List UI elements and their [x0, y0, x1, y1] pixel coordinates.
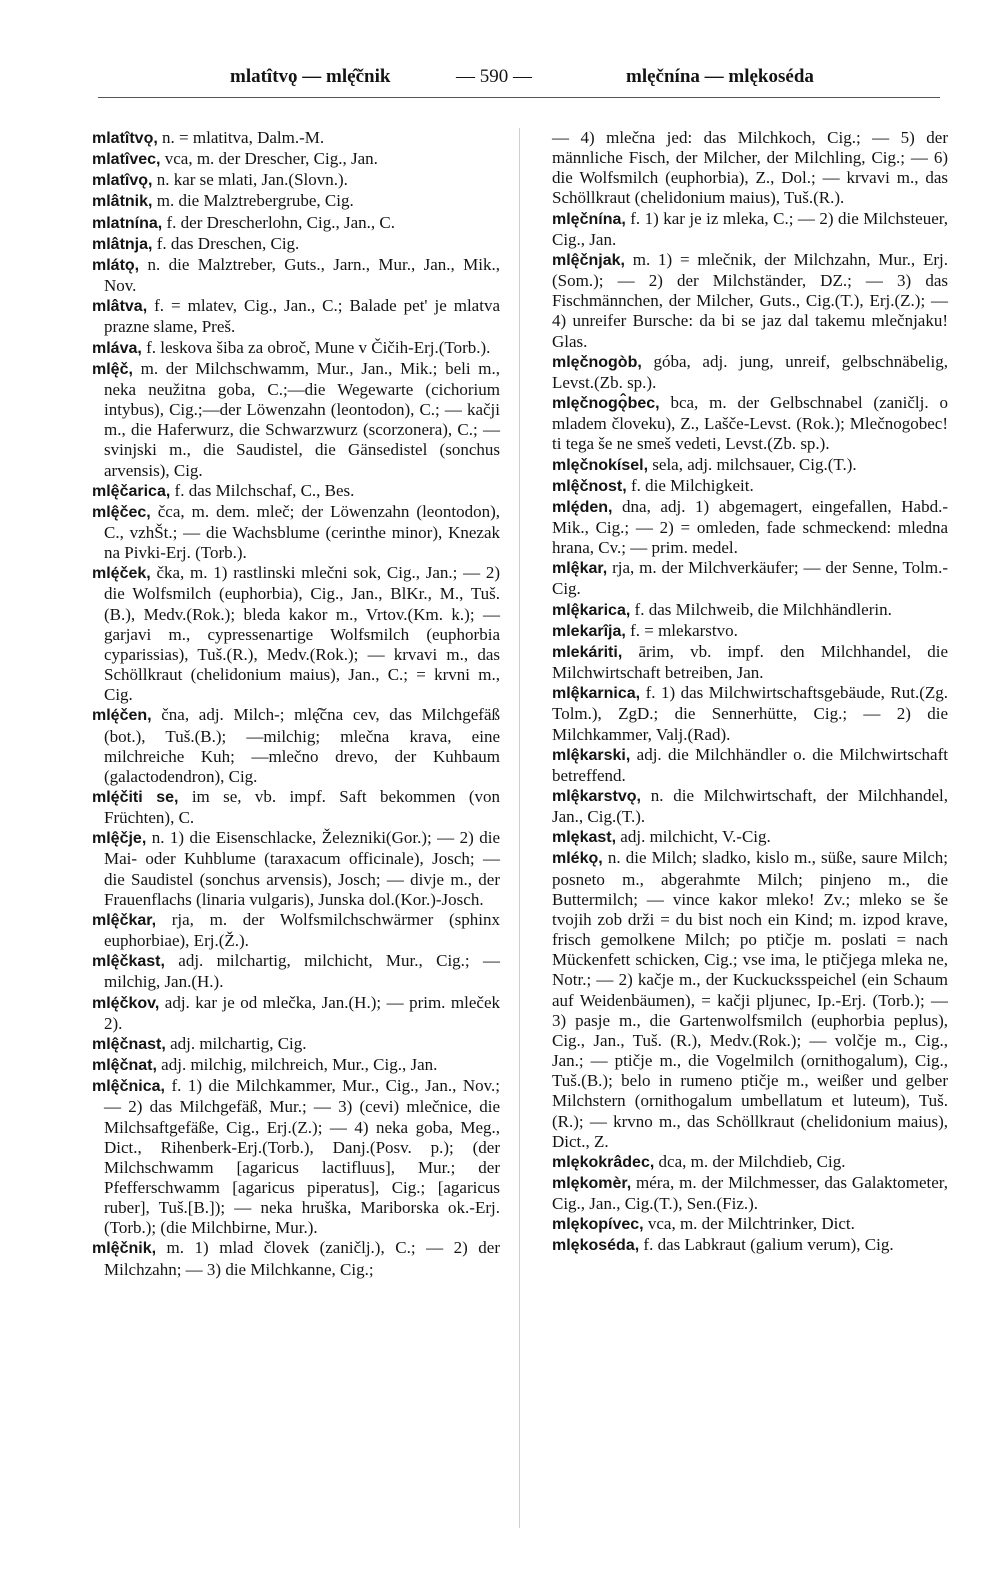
entry-definition: n. die Milch; sladko, kislo m., süße, saure Milch; posneto m., abgerahmte Milch; pinjeno m., die Buttermilch; — vince kakor mleko! Zv.; mleko se še tvojih zob drži = du bist noch ein Kind; m. izpod krave, frisch gemolkene Milch; po ptičje m. poslati = nach Mückenfett schicken, Cig.; vse ima, le ptičjega mleka ne, Notr.; — 2) kačje m., der Kuckucksspeichel (ein Schaum auf Weidenbäumen), = kačji pljunec, Ip.-Erj. (Torb.); — 3) pasje m., die Gartenwolfsmilch (euphorbia peplus), Cig., Jan., Tuš. (R.), Medv.(Rok.); — volčje m., Cig., Jan.; — ptičje m., die Vogelmilch (ornithogalum), Cig., Tuš.(B.); belo in rumeno ptičje m., weißer und gelber Milchstern (ornithogalum umbellatum et luteum), Tuš.(R.); — krvno m., das Schöllkraut (chelidonium maius), Dict., Z.: [552, 848, 948, 1151]
dictionary-entry: [92, 234, 500, 255]
dictionary-entry: [540, 786, 948, 827]
entry-definition: m. 1) = mlečnik, der Milchzahn, Mur., Erj.(Som.); — 2) der Milchständer, DZ.; — 3) das Fischmännchen, der Milcher, Guts., Cig.(T.), Erj.(Z.); — 4) unreifer Bursche: da bi se jaz dal takemu mlečnjaku! Glas.: [552, 249, 948, 351]
entry-definition: dna, adj. 1) abgemagert, eingefallen, Habd.-Mik., Cig.; — 2) = omleden, fade schmeckend: mledna hrana, Cv.; — prim. medel.: [552, 496, 948, 558]
dictionary-entry: [540, 250, 948, 352]
entry-definition: f. 1) die Milchkammer, Mur., Cig., Jan., Nov.; — 2) das Milchgefäß, Mur.; — 3) (cevi) mlečnice, die Milchsaftgefäße, Cig., Erj.(Z.); — 4) neka goba, Meg., Dict., Rihenberk-Erj.(Torb.), Danj.(Posv. p.); (der Milchschwamm [agaricus lactifluus], Mur.; der Pfefferschwamm [agaricus piperatus], Cig.; [agaricus ruber], Tuš.[B.]); — neka hruška, Mariborska ok.-Erj.(Torb.); (die Milchbirne, Mur.).: [104, 1076, 500, 1238]
entry-definition: adj. milchicht, V.-Cig.: [616, 827, 771, 847]
dictionary-entry: [92, 1055, 500, 1076]
entry-headword: mlę̂kar,: [552, 560, 608, 578]
entry-definition: adj. milchig, milchreich, Mur., Cig., Jan.: [156, 1055, 438, 1075]
entry-definition: f. das Milchweib, die Milchhändlerin.: [630, 599, 892, 619]
entry-definition: čna, adj. Milch-; mlę̂čna cev, das Milchgefäß (bot.), Tuš.(B.); —milchig; mlečna krava, eine milchreiche Kuh; —mlečno drevo, der Kuhbaum (galactodendron), Cig.: [104, 705, 500, 786]
entry-definition: dca, m. der Milchdieb, Cig.: [654, 1151, 846, 1171]
entry-headword: mlękast,: [552, 829, 617, 847]
entry-headword: mlekarîja,: [552, 622, 626, 640]
entry-headword: mlę́ček,: [92, 565, 151, 583]
dictionary-entry: [92, 1034, 500, 1055]
dictionary-entry: [92, 828, 500, 910]
dictionary-entry: [92, 787, 500, 828]
entry-definition: sela, adj. milchsauer, Cig.(T.).: [648, 454, 857, 474]
dictionary-entry: [92, 149, 500, 170]
entry-headword: mláva,: [92, 339, 142, 357]
dictionary-entry: [92, 255, 500, 296]
entry-headword: mlę̂čnost,: [552, 477, 627, 495]
entry-headword: mlę́den,: [552, 498, 613, 516]
dictionary-entry: [540, 352, 948, 393]
dictionary-entry: [540, 128, 948, 209]
dictionary-entry: [540, 209, 948, 250]
entry-headword: mlękopívec,: [552, 1216, 644, 1234]
entry-headword: mlatîvǫ,: [92, 172, 153, 190]
dictionary-entry: [540, 600, 948, 621]
entry-headword: mlęčnogǫ̂bec,: [552, 395, 660, 413]
entry-headword: mlatîtvǫ,: [92, 130, 158, 147]
entry-definition: góba, adj. jung, unreif, gelbschnäbelig, Levst.(Zb. sp.).: [552, 351, 948, 392]
entry-headword: mlę́čen,: [92, 707, 152, 725]
entry-definition: adj. die Milchhändler o. die Milchwirtschaft betreffend.: [552, 744, 948, 785]
dictionary-entry: [540, 1173, 948, 1214]
column-divider: [519, 128, 520, 1528]
dictionary-entry: [92, 1238, 500, 1279]
dictionary-entry: [92, 191, 500, 212]
entry-headword: mlę̂karstvǫ,: [552, 788, 641, 805]
dictionary-entry: [540, 848, 948, 1151]
entry-definition: f. das Dreschen, Cig.: [152, 233, 300, 253]
dictionary-entry: [92, 213, 500, 234]
dictionary-entry: [92, 296, 500, 337]
entry-definition: bca, m. der Gelbschnabel (zaničlj. o mladem človeku), Z., Lašče-Levst. (Rok.); Mlečnogobec! ti tega še ne smeš vedeti, Levst.(Zb. sp.).: [552, 393, 948, 454]
entry-definition: f. leskova šiba za obroč, Mune v Čičih-Erj.(Torb.).: [141, 337, 491, 357]
entry-definition: n. die Milchwirtschaft, der Milchhandel, Jan., Cig.(T.).: [552, 786, 948, 827]
entry-definition: vca, m. der Milchtrinker, Dict.: [643, 1214, 855, 1234]
left-column: [92, 128, 500, 1280]
entry-headword: mlękomèr,: [552, 1174, 632, 1192]
entry-definition: ārim, vb. impf. den Milchhandel, die Milchwirtschaft betreiben, Jan.: [552, 641, 948, 683]
dictionary-entry: [92, 481, 500, 502]
header-rule: [98, 97, 940, 98]
dictionary-entry: [92, 993, 500, 1034]
entry-headword: mlę̂čnat,: [92, 1057, 157, 1075]
entry-definition: méra, m. der Milchmesser, das Galaktometer, Cig., Jan., Cig.(T.), Sen.(Fiz.).: [552, 1172, 948, 1214]
entry-headword: mlâtva,: [92, 298, 148, 316]
entry-headword: mlę̂čnica,: [92, 1078, 165, 1096]
dictionary-entry: [92, 563, 500, 705]
entry-headword: mlę̂čarica,: [92, 482, 171, 500]
entry-definition: m. der Milchschwamm, Mur., Jan., Mik.; beli m., neka neužitna goba, C.;—die Wegewarte (cichorium intybus), Cig.;—der Löwenzahn (leontodon), C.; — kačji m., die Haferwurz, die Schwarzwurz (scorzonera), C.; — svinjski m., die Saudistel, die Gänsedistel (sonchus arvensis), Cig.: [104, 358, 500, 480]
header-right-guideword: mlęčnína — mlękoséda: [626, 66, 814, 87]
dictionary-entry: [92, 910, 500, 951]
entry-headword: mlatnína,: [92, 214, 163, 232]
dictionary-entry: [540, 455, 948, 476]
entry-definition: f. das Milchschaf, C., Bes.: [170, 480, 355, 500]
entry-definition: f. = mlekarstvo.: [625, 620, 738, 640]
dictionary-entry: [540, 393, 948, 454]
entry-definition: n. = mlatitva, Dalm.-M.: [157, 128, 325, 147]
dictionary-entry: [540, 476, 948, 497]
entry-definition: vca, m. der Drescher, Cig., Jan.: [160, 149, 378, 169]
entry-headword: mlę̂čkar,: [92, 911, 157, 929]
entry-definition: m. die Malztrebergrube, Cig.: [152, 191, 354, 211]
entry-headword: mlę̂čnik,: [92, 1240, 157, 1258]
dictionary-entry: [540, 683, 948, 744]
entry-headword: mlękoséda,: [552, 1237, 640, 1255]
entry-headword: mlę̂čnjak,: [552, 251, 625, 269]
dictionary-entry: [540, 558, 948, 599]
entry-definition: adj. milchartig, Cig.: [165, 1033, 307, 1053]
dictionary-entry: [92, 359, 500, 481]
entry-headword: mlę̂čec,: [92, 503, 151, 521]
entry-definition: čca, m. dem. mleč; der Löwenzahn (leontodon), C., vzhŠt.; — die Wachsblume (cerinthe minor), Knezak na Pivki-Erj. (Torb.).: [104, 501, 500, 563]
dictionary-entry: [540, 745, 948, 786]
entry-definition: adj. milchartig, milchicht, Mur., Cig.; — milchig, Jan.(H.).: [104, 951, 500, 992]
entry-headword: mlekáriti,: [552, 643, 623, 661]
entry-headword: mlę̂čje,: [92, 830, 147, 848]
dictionary-entry: [540, 497, 948, 558]
entry-definition: f. 1) kar je iz mleka, C.; — 2) die Milchsteuer, Cig., Jan.: [552, 208, 948, 249]
dictionary-entry: [540, 1235, 948, 1256]
running-header: [0, 66, 1000, 96]
entry-headword: mlę́čiti se,: [92, 789, 179, 806]
entry-definition: im se, vb. impf. Saft bekommen (von Früchten), C.: [104, 787, 500, 828]
entry-definition: adj. kar je od mlečka, Jan.(H.); — prim. mleček 2).: [104, 992, 500, 1033]
entry-definition: f. das Labkraut (galium verum), Cig.: [639, 1235, 894, 1255]
dictionary-entry: [92, 1076, 500, 1238]
entry-headword: mlę̂čnast,: [92, 1035, 166, 1053]
right-column: [540, 128, 948, 1257]
entry-headword: mlękokrâdec,: [552, 1153, 655, 1171]
entry-definition: n. kar se mlati, Jan.(Slovn.).: [152, 170, 348, 190]
dictionary-entry: [540, 1152, 948, 1173]
entry-definition: rja, m. der Milchverkäufer; — der Senne, Tolm.-Cig.: [552, 558, 948, 599]
dictionary-entry: [540, 642, 948, 683]
dictionary-entry: [92, 705, 500, 787]
dictionary-entry: [92, 502, 500, 563]
dictionary-entry: [540, 827, 948, 848]
header-left-guideword: mlatîtvǫ — mlę̂čnik: [230, 66, 391, 87]
entry-headword: mlékǫ,: [552, 850, 603, 868]
entry-headword: mlâtnik,: [92, 193, 153, 211]
entry-headword: mlę́čkov,: [92, 994, 160, 1012]
dictionary-entry: [92, 338, 500, 359]
entry-definition: f. 1) das Milchwirtschaftsgebäude, Rut.(Zg. Tolm.), ZgD.; die Sennerhütte, Cig.; — 2) die Milchkammer, Valj.(Rad).: [552, 683, 948, 744]
entry-headword: mlatîvec,: [92, 151, 161, 169]
entry-headword: mlę̂karica,: [552, 601, 631, 619]
entry-definition: m. 1) mlad človek (zaničlj.), C.; — 2) der Milchzahn; — 3) die Milchkanne, Cig.;: [104, 1238, 500, 1279]
dictionary-entry: [540, 1214, 948, 1235]
dictionary-entry: [540, 621, 948, 642]
dictionary-entry: [92, 128, 500, 149]
entry-definition: — 4) mlečna jed: das Milchkoch, Cig.; — 5) der männliche Fisch, der Milcher, der Milchling, Cig.; — 6) die Wolfsmilch (euphorbia), Z., Dol.; — krvavi m., das Schöllkraut (chelidonium maius), Tuš.(R.).: [552, 128, 948, 208]
dictionary-entry: [92, 170, 500, 191]
entry-definition: f. der Drescherlohn, Cig., Jan., C.: [162, 212, 395, 232]
entry-headword: mlâtnja,: [92, 235, 153, 253]
entry-definition: f. die Milchigkeit.: [626, 475, 754, 495]
entry-headword: mlę̂čkast,: [92, 953, 165, 971]
entry-headword: mlę̂karnica,: [552, 685, 641, 703]
entry-headword: mlęčnína,: [552, 210, 626, 228]
entry-headword: mlęčnogòb,: [552, 353, 642, 371]
page-number: — 590 —: [456, 66, 532, 87]
entry-definition: rja, m. der Wolfsmilchschwärmer (sphinx euphorbiae), Erj.(Ž.).: [104, 909, 500, 951]
entry-headword: mlęčnokísel,: [552, 456, 649, 474]
entry-headword: mlę̂karski,: [552, 746, 631, 764]
entry-definition: n. 1) die Eisenschlacke, Železniki(Gor.); — 2) die Mai- oder Kuhblume (taraxacum officinale), Josch; — die Saudistel (sonchus arvensis), Josch; — divje m., der Frauenflachs (linaria vulgaris), Junska dol.(Kor.)-Josch.: [104, 828, 500, 909]
dictionary-entry: [92, 951, 500, 992]
entry-headword: mlátǫ,: [92, 256, 140, 274]
entry-headword: mlę̂č,: [92, 360, 133, 378]
entry-definition: f. = mlatev, Cig., Jan., C.; Balade pet' je mlatva prazne slame, Preš.: [104, 296, 500, 337]
entry-definition: n. die Malztreber, Guts., Jarn., Mur., Jan., Mik., Nov.: [104, 254, 500, 296]
entry-definition: čka, m. 1) rastlinski mlečni sok, Cig., Jan.; — 2) die Wolfsmilch (euphorbia), Cig., Jan., BlKr., M., Tuš.(B.), Medv.(Rok.); bleda kakor m., Vrtov.(Km. k.); — garjavi m., cypressenartige Wolfsmilch (euphorbia cyparissias), Tuš.(R.), Medv.(Rok.); — krvavi m., das Schöllkraut (chelidonium maius), Jan., C.; = krvni m., Cig.: [104, 563, 500, 705]
